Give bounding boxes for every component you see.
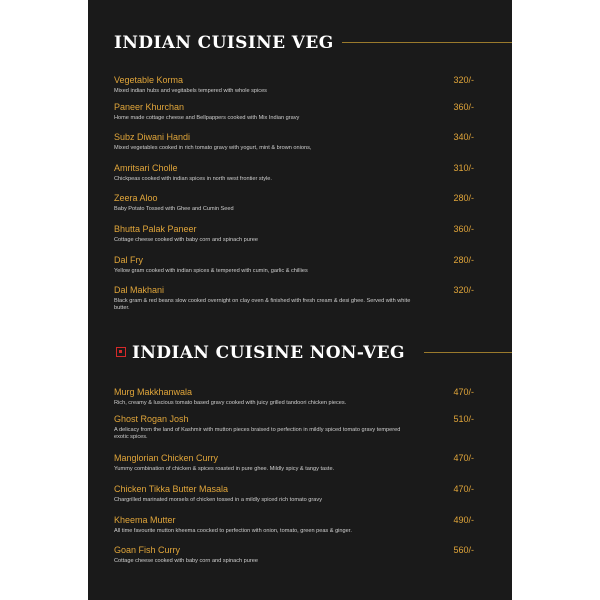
item-name: Subz Diwani Handi xyxy=(114,132,191,142)
item-price: 320/- xyxy=(453,285,474,295)
item-name: Dal Fry xyxy=(114,255,143,265)
item-name: Paneer Khurchan xyxy=(114,102,185,112)
item-description: Baby Potato Tossed with Ghee and Cumin Seed xyxy=(114,206,234,212)
menu-item xyxy=(114,102,474,122)
item-description: Chargrilled marinated morsels of chicken tossed in a mildly spiced rich tomato gravy xyxy=(114,497,322,503)
menu-item xyxy=(114,387,474,407)
item-description: Rich, creamy & luscious tomato based gravy cooked with juicy grilled tandoori chicken pieces. xyxy=(114,400,347,406)
item-description: Black gram & red beans slow cooked overnight on clay oven & finished with fresh cream & desi ghee. Served with white butter. xyxy=(114,298,411,311)
menu-item xyxy=(114,453,474,473)
item-description: Cottage cheese cooked with baby corn and spinach puree xyxy=(114,558,258,564)
item-price: 280/- xyxy=(453,193,474,203)
item-description: Mixed vegetables cooked in rich tomato gravy with yogurt, mint & brown onions, xyxy=(114,145,312,151)
item-name: Ghost Rogan Josh xyxy=(114,414,189,424)
menu-item xyxy=(114,132,474,152)
item-price: 310/- xyxy=(453,163,474,173)
menu-item xyxy=(114,163,474,183)
menu-item xyxy=(114,545,474,565)
item-price: 360/- xyxy=(453,224,474,234)
menu-item xyxy=(114,75,474,95)
menu-item xyxy=(114,484,474,504)
item-name: Vegetable Korma xyxy=(114,75,184,85)
item-price: 560/- xyxy=(453,545,474,555)
item-price: 470/- xyxy=(453,484,474,494)
item-description: Yellow gram cooked with indian spices & tempered with cumin, garlic & chillies xyxy=(114,268,308,274)
item-price: 340/- xyxy=(453,132,474,142)
item-price: 360/- xyxy=(453,102,474,112)
item-name: Goan Fish Curry xyxy=(114,545,181,555)
item-description: Mixed indian hubs and vegitabels tempered with whole spices xyxy=(114,88,267,94)
item-description: A delicacy from the land of Kashmir with mutton pieces braised to perfection in mildly spiced tomato gravy tempered exotic spices. xyxy=(114,427,401,440)
item-description: Yummy combination of chicken & spices roasted in pure ghee. Mildly spicy & tangy taste. xyxy=(114,466,335,472)
nonveg-title-rule xyxy=(424,352,512,353)
item-price: 510/- xyxy=(453,414,474,424)
veg-section-title: INDIAN CUISINE VEG xyxy=(114,33,334,53)
item-name: Chicken Tikka Butter Masala xyxy=(114,484,229,494)
menu-page xyxy=(88,0,512,600)
menu-item xyxy=(114,285,474,312)
item-description: Home made cottage cheese and Bellpappers cooked with Mix Indian gravy xyxy=(114,115,300,121)
item-price: 490/- xyxy=(453,515,474,525)
nonveg-section-title: INDIAN CUISINE NON-VEG xyxy=(132,343,405,363)
item-price: 320/- xyxy=(453,75,474,85)
item-price: 470/- xyxy=(453,387,474,397)
item-name: Amritsari Cholle xyxy=(114,163,178,173)
item-name: Kheema Mutter xyxy=(114,515,176,525)
menu-item xyxy=(114,255,474,275)
item-name: Manglorian Chicken Curry xyxy=(114,453,219,463)
item-price: 280/- xyxy=(453,255,474,265)
item-name: Zeera Aloo xyxy=(114,193,158,203)
item-name: Murg Makkhanwala xyxy=(114,387,193,397)
veg-title-rule xyxy=(342,42,512,43)
menu-item xyxy=(114,193,474,213)
item-description: Cottage cheese cooked with baby corn and spinach puree xyxy=(114,237,258,243)
item-description: Chickpeas cooked with indian spices in north west frontier style. xyxy=(114,176,272,182)
menu-item xyxy=(114,414,474,441)
menu-item xyxy=(114,224,474,244)
item-price: 470/- xyxy=(453,453,474,463)
nonveg-icon xyxy=(116,347,126,357)
item-name: Dal Makhani xyxy=(114,285,165,295)
item-description: All time favourite mutton kheema coocked to perfection with onion, tomato, green peas & ginger. xyxy=(114,528,352,534)
item-name: Bhutta Palak Paneer xyxy=(114,224,197,234)
menu-item xyxy=(114,515,474,535)
